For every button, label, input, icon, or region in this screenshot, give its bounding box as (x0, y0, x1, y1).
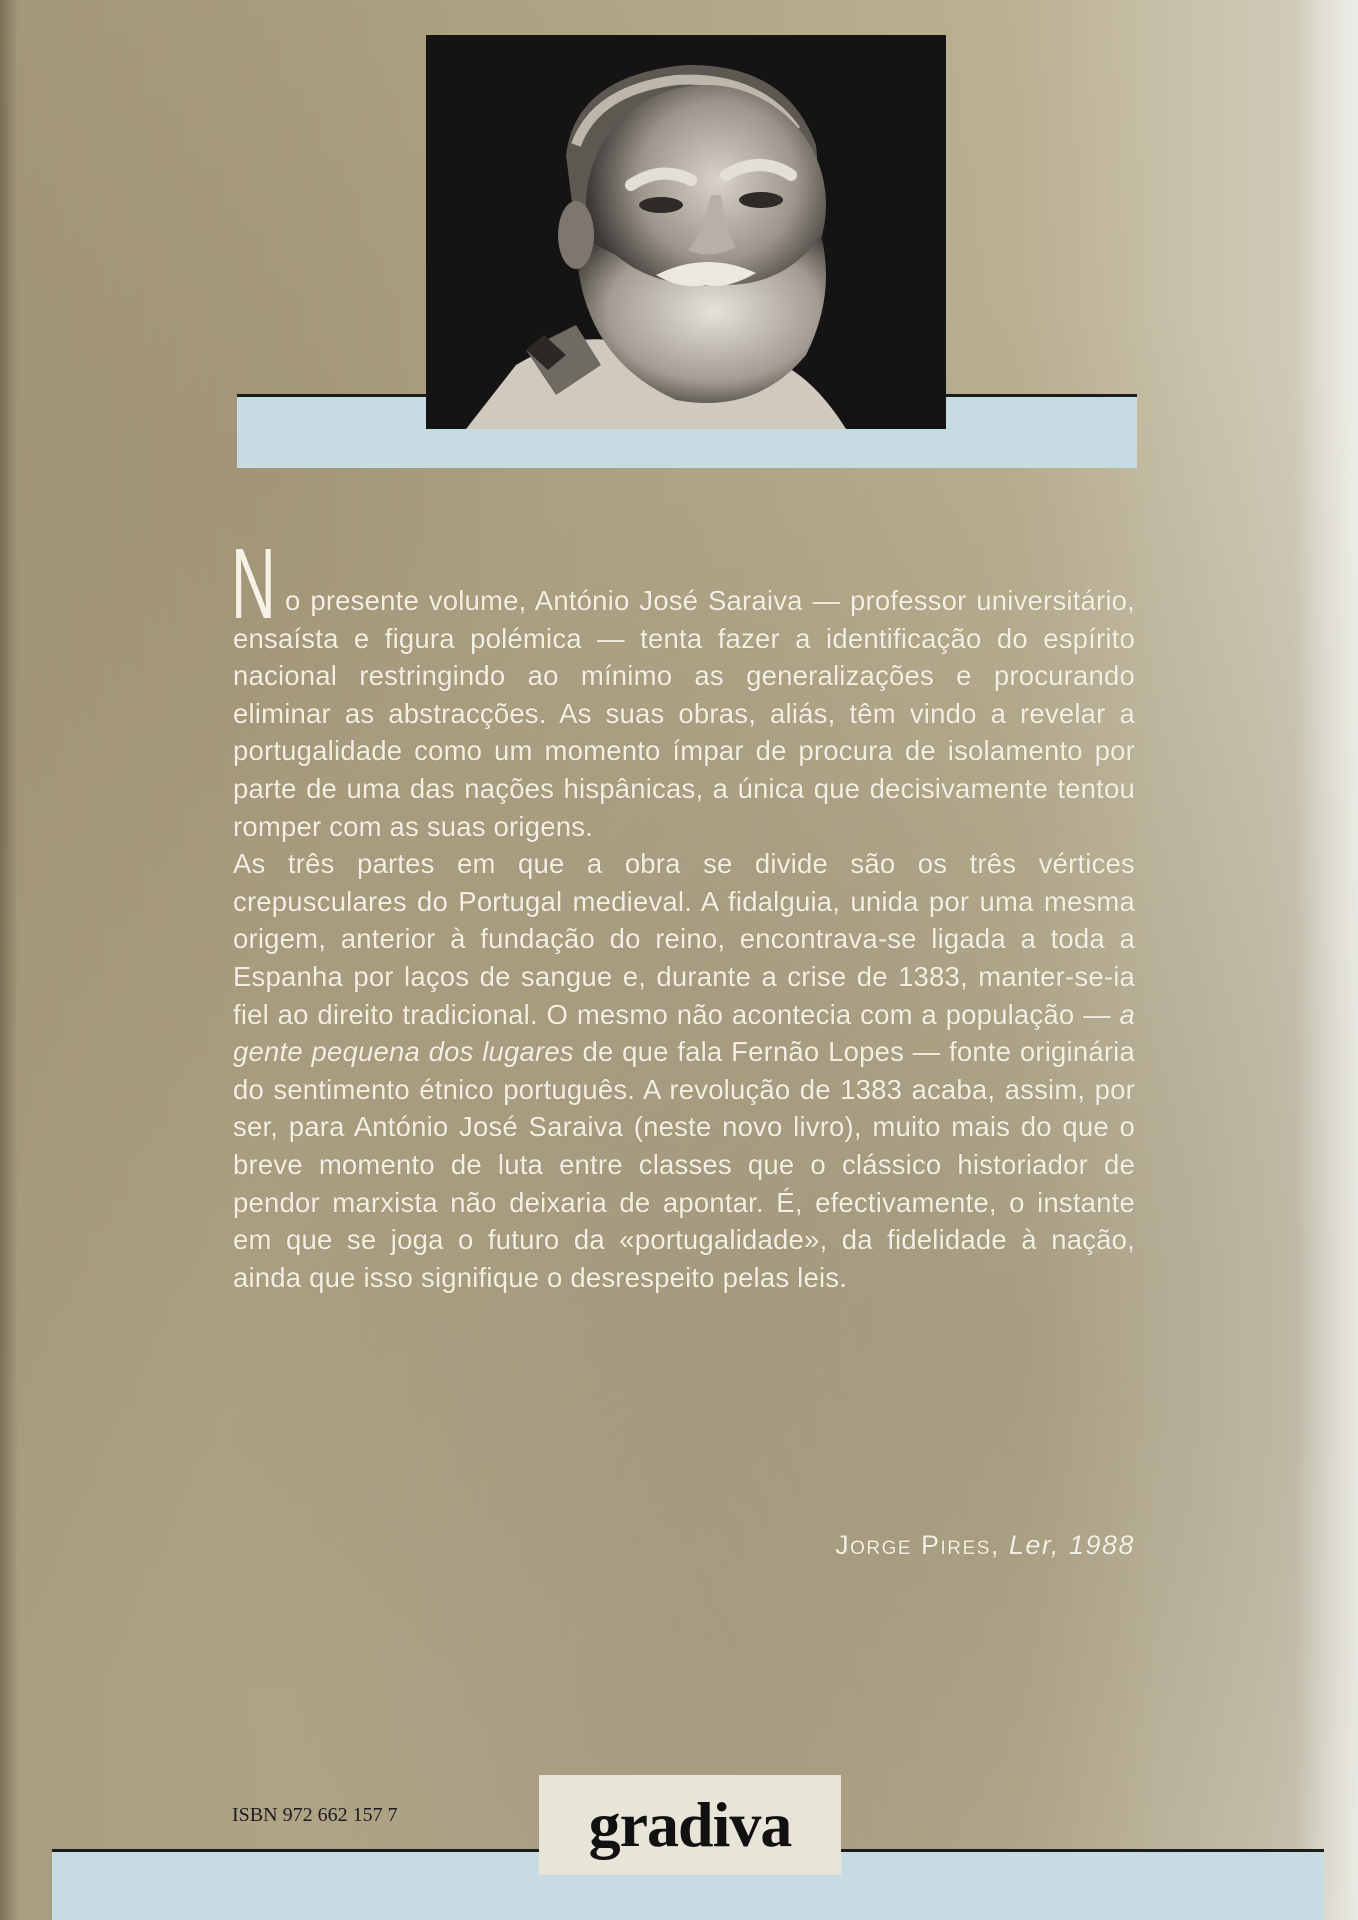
paragraph-2-part-a: As três partes em que a obra se divide são os três vértices crepusculares do Portugal medieval. A fidalguia, unida por uma mesma origem, anterior à fundação do reino, encontrava-se ligada a toda a Espanha por laços de sangue e, durante a crise de 1383, manter-se-ia fiel ao direito tradicional. O mesmo não acontecia com a população — (233, 848, 1135, 1030)
publisher-name: gradiva (588, 1789, 792, 1860)
cover-right-edge (1298, 0, 1358, 1920)
author-photo (426, 35, 946, 429)
paragraph-2-part-b: de que fala Fernão Lopes — fonte originária do sentimento étnico português. A revolução de 1383 acaba, assim, por ser, para António José Saraiva (neste novo livro), muito mais do que o breve momento de luta entre classes que o clássico historiador de pendor marxista não deixaria de apontar. É, efectivamente, o instante em que se joga o futuro da «portugalidade», da fidelidade à nação, ainda que isso signifique o desrespeito pelas leis. (233, 1036, 1135, 1293)
blurb-paragraph-2 (233, 845, 1135, 1296)
publisher-logo (539, 1775, 841, 1875)
author-portrait-icon (426, 35, 946, 429)
paragraph-1-text: o presente volume, António José Saraiva — professor universitário, ensaísta e figura polémica — tenta fazer a identificação do espírito nacional restringindo ao mínimo as generalizações e procurando eliminar as abstracções. As suas obras, aliás, têm vindo a revelar a portugalidade como um momento ímpar de procura de isolamento por parte de uma das nações hispânicas, a única que decisivamente tentou romper com as suas origens. (233, 585, 1135, 842)
attribution-author: Jorge Pires, (835, 1530, 1000, 1560)
attribution-source: Ler, 1988 (1008, 1530, 1135, 1560)
paragraph-2-italic-quote: a gente pequena dos lugares (233, 998, 1136, 1068)
attribution (835, 1530, 1135, 1561)
cover-left-edge (0, 0, 18, 1920)
blurb-text (233, 582, 1135, 1296)
blurb-paragraph-1 (233, 582, 1135, 845)
isbn: ISBN 972 662 157 7 (232, 1804, 398, 1826)
drop-cap: N (231, 528, 276, 640)
